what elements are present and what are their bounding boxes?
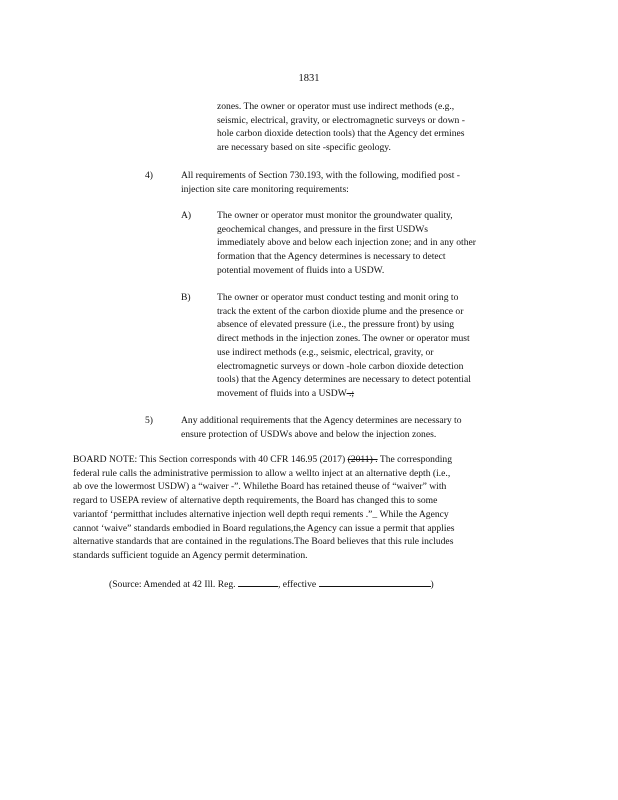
text-line: The owner or operator must monitor the groundwater quality, — [217, 210, 453, 221]
text-line: absence of elevated pressure (i.e., the pressure front) by using — [217, 319, 455, 331]
text-line: potential movement of fluids into a USDW. — [217, 264, 385, 276]
text-line: The owner or operator must conduct testing and monit oring to — [217, 292, 459, 303]
board-note-first-line — [73, 453, 543, 467]
text-line: direct methods in the injection zones. The owner or operator must — [217, 333, 470, 345]
source-middle: , effective — [277, 579, 319, 590]
page-number: 1831 — [298, 73, 320, 84]
text-line: tools) that the Agency determines are necessary to detect potential — [217, 374, 471, 386]
text-line: seismic, electrical, gravity, or electromagnetic surveys or down - — [217, 114, 465, 126]
text-line: alternative standards that are contained in the regulations.The Board believes that this rule includes — [73, 536, 454, 548]
text-segment: The corresponding — [377, 454, 453, 465]
source-note — [109, 577, 509, 592]
board-note — [73, 453, 543, 563]
text-line: track the extent of the carbon dioxide plume and the presence or — [217, 305, 464, 317]
text-line: zones. The owner or operator must use indirect methods (e.g., — [217, 101, 455, 112]
text-line: geochemical changes, and pressure in the first USDWs — [217, 223, 428, 235]
reg-page-blank — [238, 577, 278, 587]
item-4-paragraph — [181, 169, 531, 196]
text-line: Any additional requirements that the Agency determines are necessary to — [181, 415, 462, 426]
item-5-paragraph — [181, 414, 533, 441]
text-line: are necessary based on site -specific geology. — [217, 142, 391, 154]
text-line: immediately above and below each injection zone; and in any other — [217, 237, 476, 249]
text-line: standards sufficient toguide an Agency permit determination. — [73, 549, 308, 561]
text-line: formation that the Agency determines is necessary to detect — [217, 251, 446, 263]
text-line: electromagnetic surveys or down -hole carbon dioxide detection — [217, 360, 464, 372]
text-line: All requirements of Section 730.193, with the following, modified post - — [181, 170, 460, 181]
item-5-marker: 5) — [145, 415, 153, 426]
text-line: variantof ‘permitthat includes alternative injection well depth requi rements .”_ While the Agency — [73, 508, 449, 520]
text-line: regard to USEPA review of alternative depth requirements, the Board has changed this to some — [73, 495, 438, 507]
item-4a-paragraph — [217, 209, 543, 278]
text-segment: BOARD NOTE: This Section corresponds with 40 CFR 146.95 (2017) — [73, 454, 348, 465]
text-line — [217, 387, 535, 401]
text-line: injection site care monitoring requirements: — [181, 183, 349, 195]
effective-date-blank — [319, 577, 431, 587]
text-line: use indirect methods (e.g., seismic, electrical, gravity, or — [217, 346, 434, 358]
struck-text: .; — [346, 387, 355, 399]
text-line: cannot ‘waive” standards embodied in Board regulations,the Agency can issue a permit that applies — [73, 522, 455, 534]
source-line — [109, 577, 509, 592]
item-4b-marker: B) — [181, 292, 191, 303]
continuation-paragraph — [217, 100, 525, 155]
text-line: hole carbon dioxide detection tools) that the Agency det ermines — [217, 128, 465, 140]
text-line: ab ove the lowermost USDW) a “waiver -”. Whilethe Board has retained theuse of “waiver” with — [73, 481, 447, 493]
text-segment: movement of fluids into a USDW — [217, 387, 347, 399]
source-prefix: (Source: Amended at 42 Ill. Reg. — [109, 579, 238, 590]
text-line: federal rule calls the administrative permission to allow a wellto inject at an alternative depth (i.e., — [73, 467, 451, 479]
struck-text: (2011) . — [347, 454, 378, 465]
source-suffix: ) — [430, 579, 434, 590]
item-4-marker: 4) — [145, 170, 153, 181]
item-4a-marker: A) — [181, 210, 192, 221]
item-4b-paragraph — [217, 291, 535, 401]
text-line: ensure protection of USDWs above and below the injection zones. — [181, 428, 437, 440]
